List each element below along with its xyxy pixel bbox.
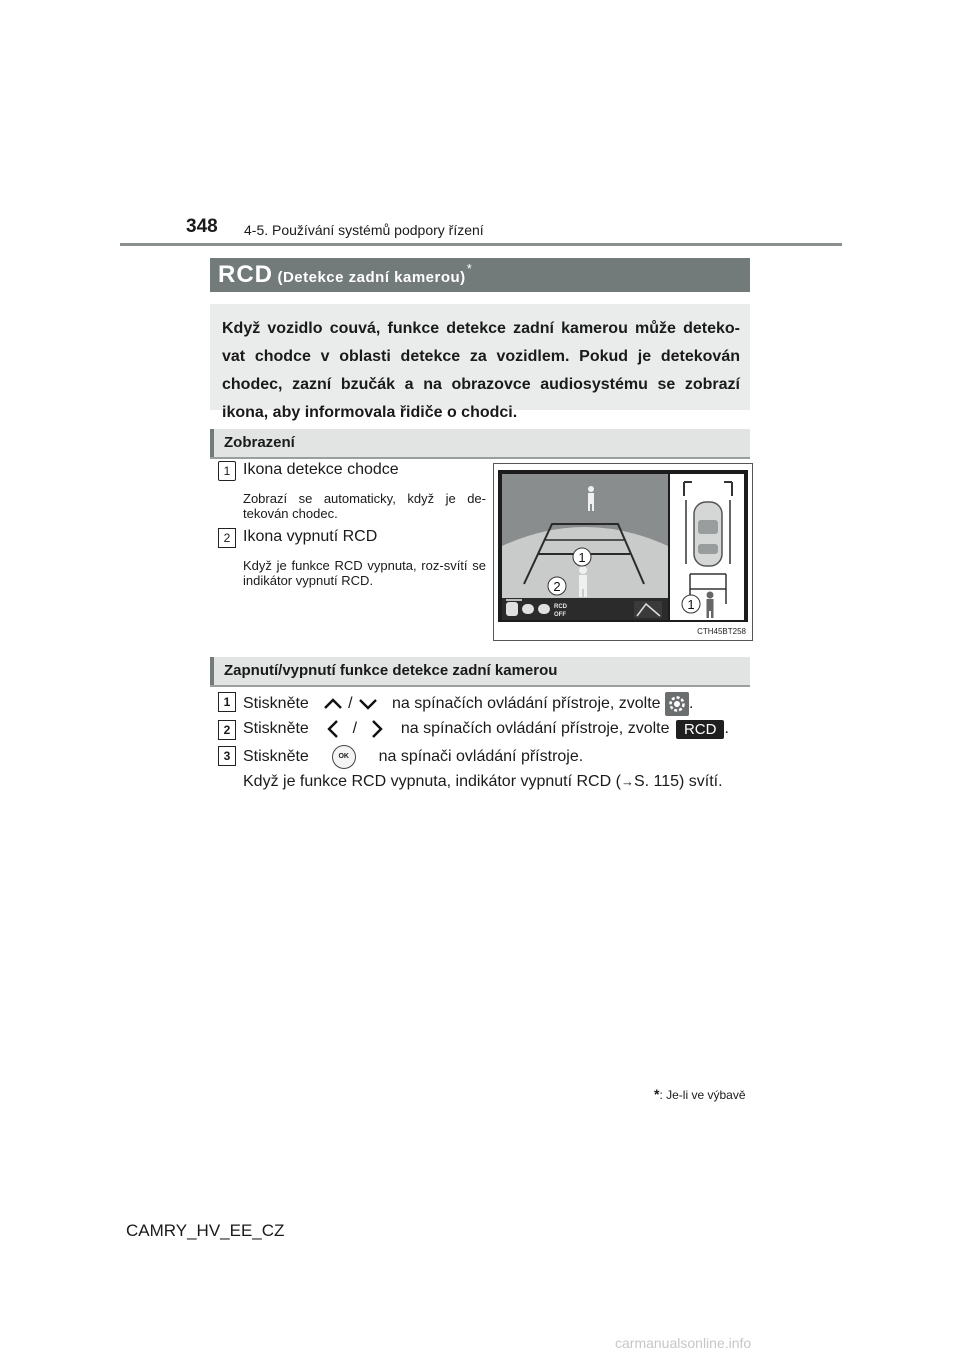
- chevron-left-icon: [326, 719, 340, 739]
- model-id: CAMRY_HV_EE_CZ: [126, 1221, 285, 1240]
- chevron-down-icon: [357, 697, 379, 711]
- item-title-1: Ikona detekce chodce: [243, 461, 399, 478]
- section-header: [210, 258, 750, 292]
- step-1: [243, 692, 693, 716]
- chapter-title: 4-5. Používání systémů podpory řízení: [244, 222, 484, 238]
- ok-button-icon: OK: [332, 745, 356, 769]
- gear-icon: [665, 692, 689, 716]
- chevron-right-icon: [370, 719, 384, 739]
- item-desc-1: Zobrazí se automaticky, když je de-tekován chodec.: [243, 491, 486, 521]
- step-3-prefix: Stiskněte: [243, 748, 309, 766]
- item-desc-2: Když je funkce RCD vypnuta, roz-svítí se indikátor vypnutí RCD.: [243, 558, 486, 588]
- callout-1: 1: [578, 550, 586, 565]
- page-number: 348: [186, 216, 218, 237]
- rcd-off-label-line2: OFF: [554, 612, 566, 618]
- callout-3: 1: [687, 597, 695, 612]
- footnote-mark: *: [654, 1086, 660, 1102]
- display-heading: [210, 429, 750, 459]
- arrow-icon: →: [620, 774, 634, 789]
- item-number-1: 1: [218, 461, 236, 481]
- step-2-suffix: na spínačích ovládání přístroje, zvolte: [400, 720, 670, 738]
- step-1-prefix: Stiskněte: [243, 695, 309, 713]
- section-title-sub: (Detekce zadní kamerou): [277, 269, 466, 286]
- toggle-heading: [210, 657, 750, 687]
- step-1-separator: /: [348, 695, 353, 713]
- toggle-heading-text: Zapnutí/vypnutí funkce detekce zadní kamerou: [224, 662, 558, 679]
- rcd-off-label-line1: RCD: [554, 604, 567, 610]
- step-1-suffix: na spínačích ovládání přístroje, zvolte: [391, 695, 661, 713]
- rcd-badge: RCD: [676, 720, 725, 739]
- intro-text: Když vozidlo couvá, funkce detekce zadní kamerou může deteko-vat chodce v oblasti detekce za vozidlem. Pokud je detekován chodec, zazní bzučák a na obrazovce audiosystému se zobrazí ikona, aby informovala řidiče o chodci.: [222, 320, 740, 421]
- item-number-2: 2: [218, 528, 236, 548]
- step-3: [243, 745, 583, 769]
- step-number-1: 1: [218, 692, 236, 712]
- callout-2: 2: [553, 579, 561, 594]
- intro-box: [210, 304, 750, 421]
- header-rule: [120, 243, 842, 246]
- item-title-2: Ikona vypnutí RCD: [243, 528, 378, 545]
- footnote: [654, 1086, 746, 1102]
- asterisk-mark: *: [466, 261, 472, 276]
- step-number-3: 3: [218, 746, 236, 766]
- display-heading-text: Zobrazení: [224, 434, 295, 451]
- watermark: carmanualsonline.info: [615, 1335, 752, 1351]
- step-2: [243, 719, 729, 739]
- step-2-end: .: [724, 720, 729, 738]
- section-title-main: RCD: [218, 261, 273, 288]
- chevron-up-icon: [322, 697, 344, 711]
- figure-code: CTH45BT258: [697, 627, 746, 636]
- note-text: Když je funkce RCD vypnuta, indikátor vypnutí RCD (→S. 115) svítí.: [243, 773, 723, 790]
- step-2-separator: /: [352, 720, 358, 738]
- camera-display-illustration: [494, 464, 752, 640]
- step-1-end: .: [689, 695, 694, 713]
- step-2-prefix: Stiskněte: [243, 720, 309, 738]
- step-3-suffix: na spínači ovládání přístroje.: [378, 748, 584, 766]
- footnote-text: : Je-li ve výbavě: [659, 1088, 746, 1102]
- camera-display-figure: [493, 463, 753, 641]
- step-number-2: 2: [218, 720, 236, 740]
- section-title: [218, 261, 472, 289]
